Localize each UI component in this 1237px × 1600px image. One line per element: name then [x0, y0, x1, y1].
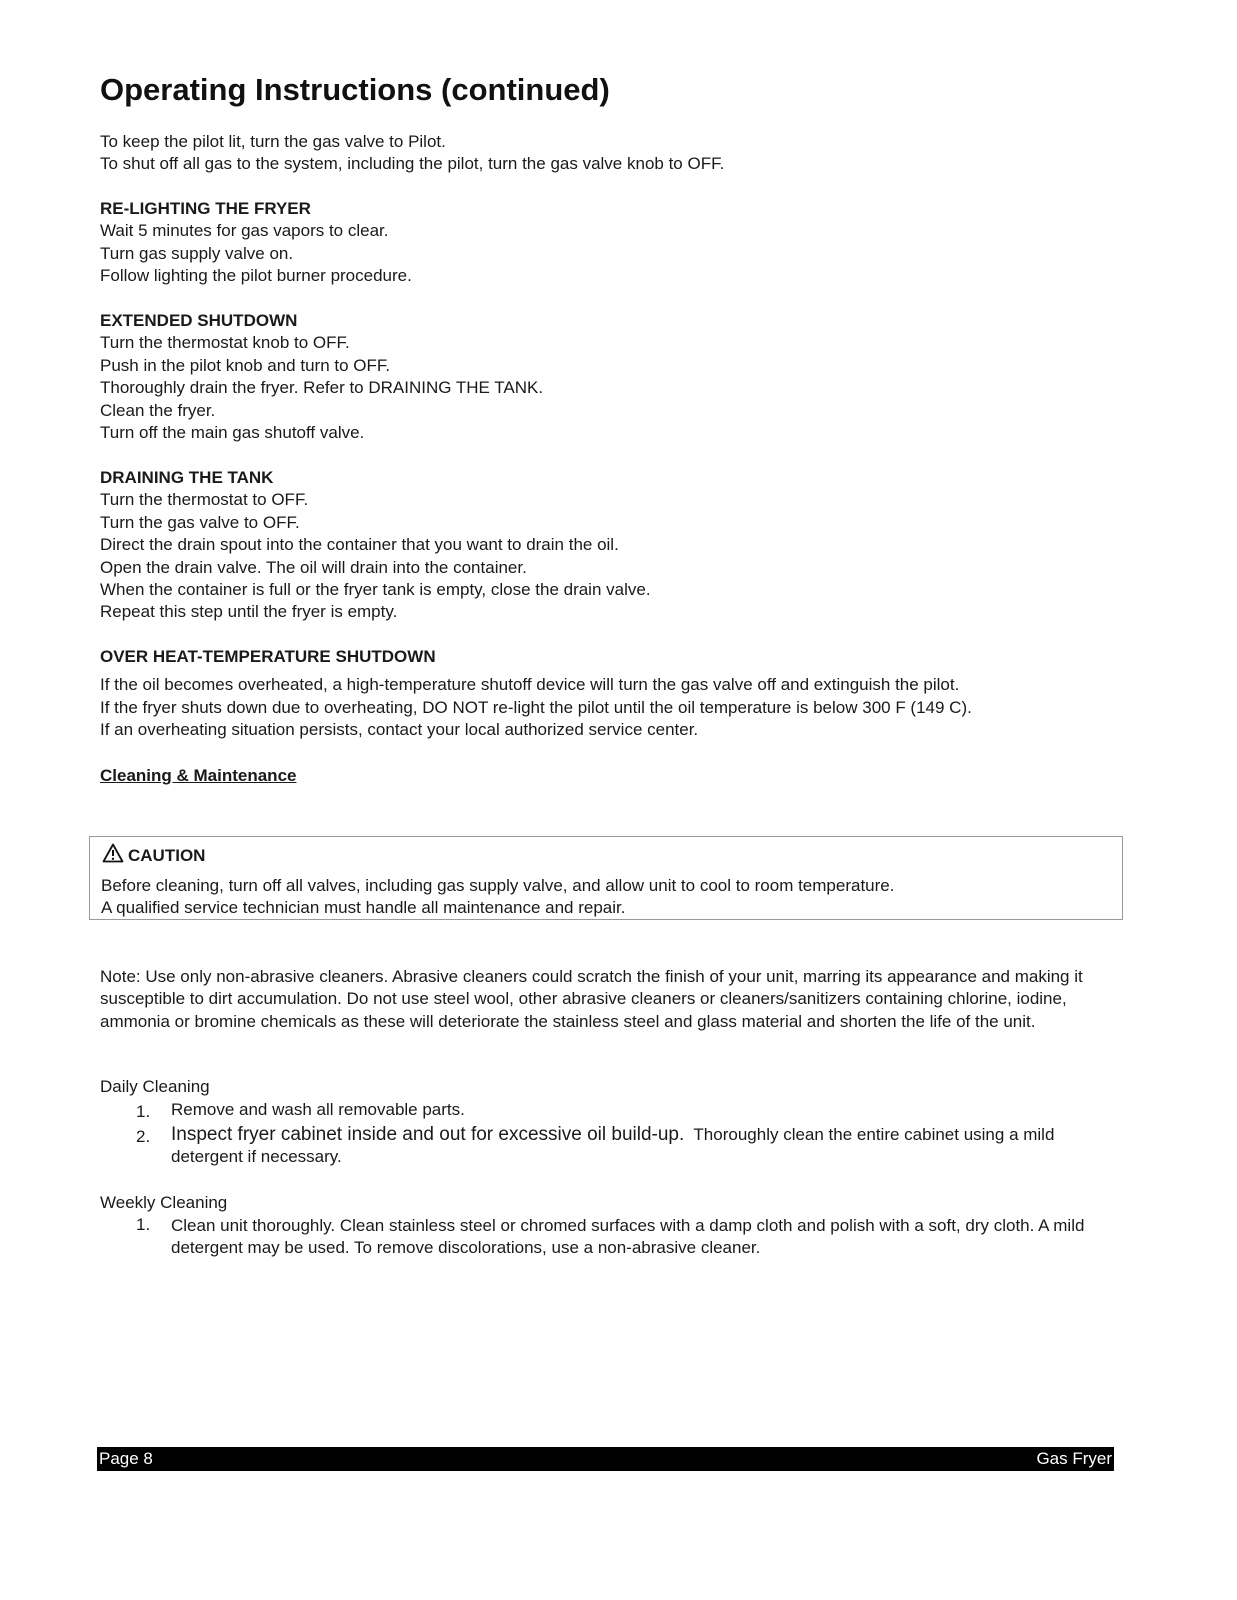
overheat-heading: OVER HEAT-TEMPERATURE SHUTDOWN — [100, 647, 436, 666]
draining-line: Open the drain valve. The oil will drain into the container. — [100, 557, 527, 577]
intro-block — [100, 131, 724, 176]
page-number: Page 8 — [99, 1449, 153, 1468]
list-item-lead: Inspect fryer cabinet inside and out for excessive oil build-up. — [171, 1124, 685, 1145]
extended-shutdown-line: Push in the pilot knob and turn to OFF. — [100, 355, 391, 375]
extended-shutdown-section — [100, 310, 543, 444]
draining-line: Direct the drain spout into the container that you want to drain the oil. — [100, 535, 619, 555]
list-item-text: Clean unit thoroughly. Clean stainless steel or chromed surfaces with a damp cloth and polish with a soft, dry cloth. A mild detergent may be used. To remove discolorations, use a non-abrasive cleaner. — [171, 1216, 1085, 1258]
daily-cleaning-title: Daily Cleaning — [100, 1077, 210, 1096]
caution-line: A qualified service technician must handle all maintenance and repair. — [101, 898, 626, 918]
caution-text — [101, 875, 894, 920]
overheat-line: If an overheating situation persists, contact your local authorized service center. — [100, 720, 699, 740]
weekly-cleaning-title: Weekly Cleaning — [100, 1193, 228, 1212]
list-item-text: Remove and wash all removable parts. — [171, 1100, 465, 1119]
extended-shutdown-line: Clean the fryer. — [100, 400, 216, 420]
relighting-heading: RE-LIGHTING THE FRYER — [100, 199, 311, 218]
intro-line: To shut off all gas to the system, including the pilot, turn the gas valve knob to OFF. — [100, 154, 725, 174]
list-item-text — [171, 1124, 1121, 1169]
note-paragraph: Note: Use only non-abrasive cleaners. Abrasive cleaners could scratch the finish of your unit, marring its appearance and making it susceptible to dirt accumulation. Do not use steel wool, other abrasive cleaners or cleaners/sanitizers containing chlorine, iodine, ammonia or bromine chemicals as these will deteriorate the stainless steel and glass material and shorten the life of the unit. — [100, 967, 1083, 1031]
page-title: Operating Instructions (continued) — [100, 72, 610, 107]
cleaning-maintenance-heading: Cleaning & Maintenance — [100, 766, 297, 785]
draining-heading: DRAINING THE TANK — [100, 468, 274, 487]
list-number: 1. — [136, 1102, 151, 1121]
draining-section — [100, 467, 651, 624]
overheat-section — [100, 646, 972, 742]
list-number: 2. — [136, 1127, 151, 1146]
caution-heading: CAUTION — [128, 845, 206, 865]
caution-header — [102, 843, 205, 868]
relighting-section — [100, 198, 412, 288]
document-name: Gas Fryer — [1036, 1449, 1112, 1468]
relighting-line: Follow lighting the pilot burner procedure. — [100, 266, 412, 286]
extended-shutdown-line: Thoroughly drain the fryer. Refer to DRAINING THE TANK. — [100, 378, 544, 398]
extended-shutdown-line: Turn off the main gas shutoff valve. — [100, 423, 365, 443]
caution-box — [89, 836, 1123, 920]
extended-shutdown-heading: EXTENDED SHUTDOWN — [100, 311, 298, 330]
draining-line: When the container is full or the fryer tank is empty, close the drain valve. — [100, 580, 651, 600]
draining-line: Turn the thermostat to OFF. — [100, 490, 309, 510]
overheat-line: If the fryer shuts down due to overheating, DO NOT re-light the pilot until the oil temperature is below 300 F (149 C). — [100, 697, 972, 717]
draining-line: Repeat this step until the fryer is empty. — [100, 602, 398, 622]
relighting-line: Wait 5 minutes for gas vapors to clear. — [100, 221, 389, 241]
list-item-rest: Thoroughly clean the entire cabinet using a mild detergent if necessary. — [171, 1125, 1055, 1167]
extended-shutdown-line: Turn the thermostat knob to OFF. — [100, 333, 350, 353]
draining-line: Turn the gas valve to OFF. — [100, 512, 300, 532]
warning-triangle-icon — [102, 843, 124, 868]
page-footer — [97, 1447, 1114, 1471]
list-number: 1. — [136, 1215, 151, 1234]
intro-line: To keep the pilot lit, turn the gas valve to Pilot. — [100, 132, 446, 151]
overheat-line: If the oil becomes overheated, a high-temperature shutoff device will turn the gas valve off and extinguish the pilot. — [100, 675, 960, 695]
relighting-line: Turn gas supply valve on. — [100, 243, 294, 263]
caution-line: Before cleaning, turn off all valves, including gas supply valve, and allow unit to cool to room temperature. — [101, 876, 895, 895]
